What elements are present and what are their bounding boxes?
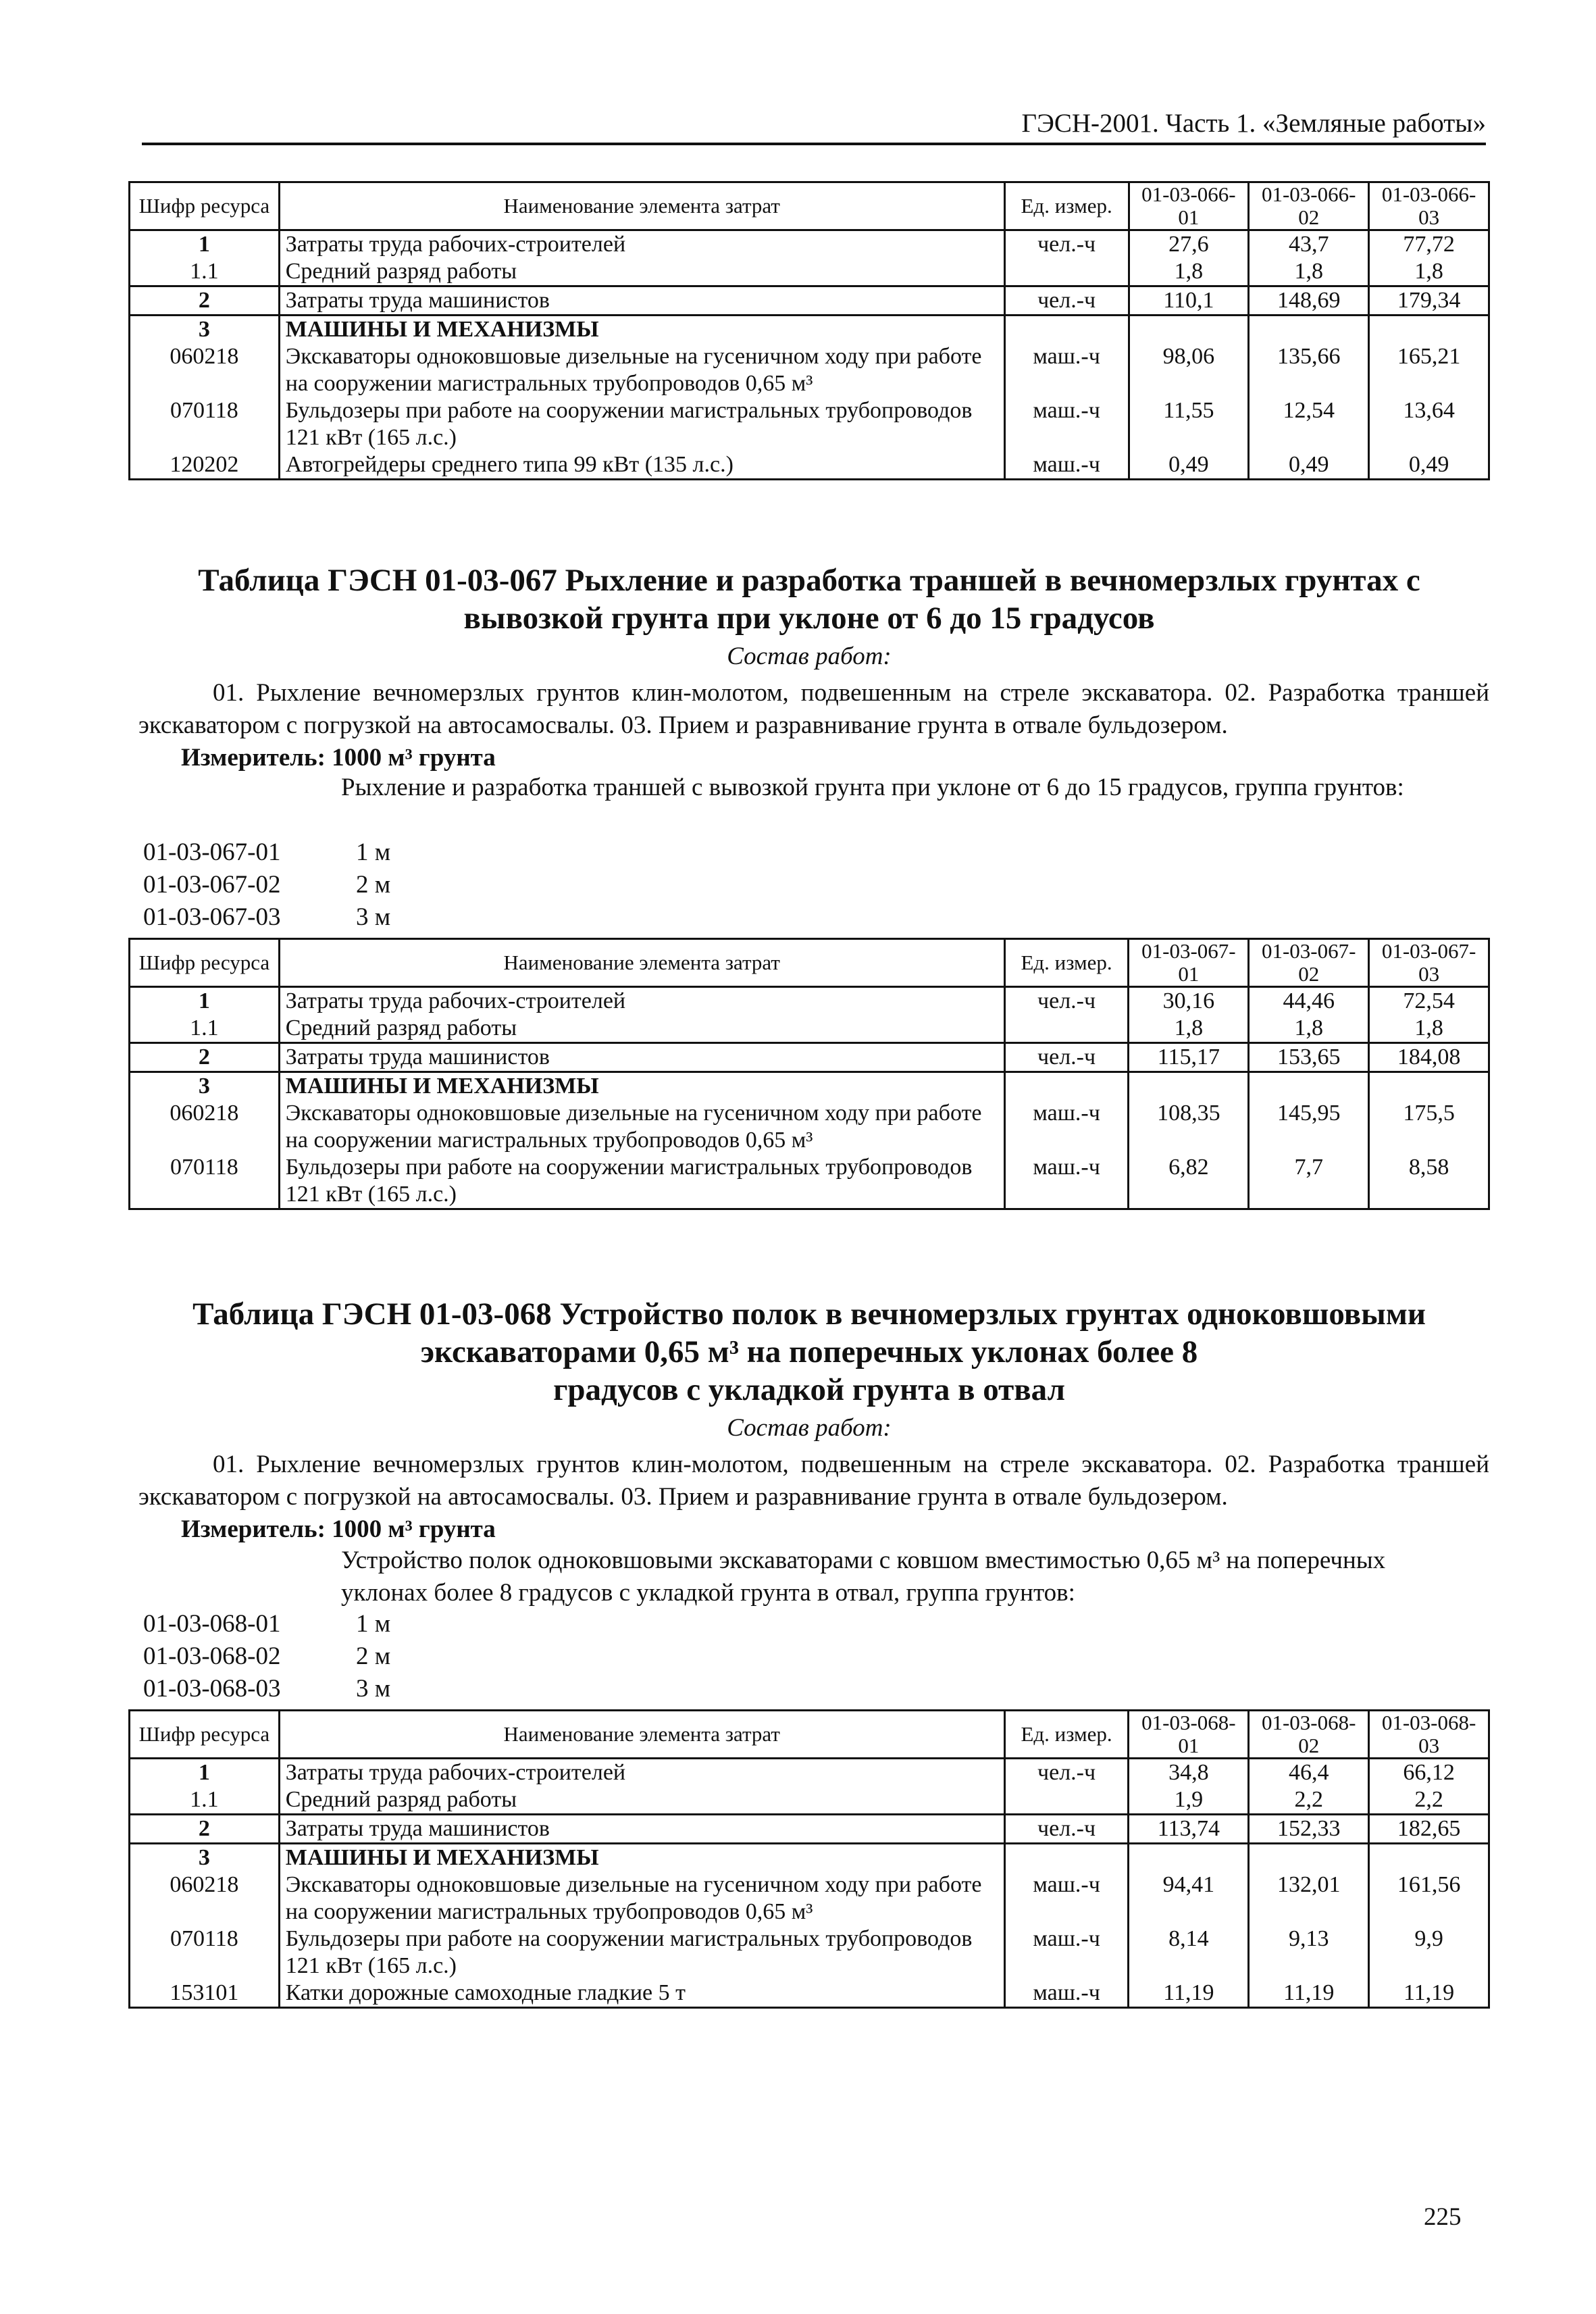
resource-unit: маш.-ч <box>1004 397 1129 451</box>
norm-value: 94,41 <box>1129 1871 1249 1926</box>
norm-value <box>1249 1072 1369 1101</box>
resource-unit: чел.-ч <box>1004 987 1129 1015</box>
resource-name: Затраты труда машинистов <box>279 286 1004 316</box>
resource-code: 060218 <box>130 1871 280 1926</box>
norm-value: 11,19 <box>1369 1980 1489 2008</box>
resource-unit: маш.-ч <box>1004 1926 1129 1980</box>
table-row <box>130 1980 1489 2008</box>
code-item: 01-03-067-02 2 м <box>143 871 391 899</box>
header-rate-code: 01-03-066-01 <box>1129 182 1249 230</box>
norm-value: 110,1 <box>1129 286 1249 316</box>
norm-value: 108,35 <box>1129 1100 1249 1154</box>
table-row <box>130 1072 1489 1101</box>
table-row <box>130 1100 1489 1154</box>
code-item: 01-03-068-01 1 м <box>143 1610 391 1638</box>
resource-code: 3 <box>130 1844 280 1872</box>
code-list-068 <box>143 1608 390 1705</box>
resource-code: 1 <box>130 1759 280 1787</box>
code-item: 01-03-068-03 3 м <box>143 1675 391 1703</box>
resource-unit: чел.-ч <box>1004 1043 1129 1072</box>
resource-name: Бульдозеры при работе на сооружении магистральных трубопроводов 121 кВт (165 л.с.) <box>279 397 1004 451</box>
resource-name: Средний разряд работы <box>279 1015 1004 1043</box>
norm-value <box>1129 1072 1249 1101</box>
norm-value: 9,9 <box>1369 1926 1489 1980</box>
resource-unit <box>1004 258 1129 286</box>
norm-value: 1,8 <box>1369 258 1489 286</box>
table-row <box>130 286 1489 316</box>
header-rate-code: 01-03-067-01 <box>1129 939 1249 987</box>
resource-code: 070118 <box>130 1154 280 1209</box>
header-rate-code: 01-03-068-01 <box>1129 1711 1249 1759</box>
norm-value: 6,82 <box>1129 1154 1249 1209</box>
page-number: 225 <box>1424 2203 1462 2231</box>
header-cipher: Шифр ресурса <box>130 939 280 987</box>
header-unit: Ед. измер. <box>1004 1711 1129 1759</box>
norm-value: 0,49 <box>1369 451 1489 480</box>
header-rate-code: 01-03-066-03 <box>1369 182 1489 230</box>
norm-value: 8,14 <box>1129 1926 1249 1980</box>
norm-value: 30,16 <box>1129 987 1249 1015</box>
resource-unit: маш.-ч <box>1004 343 1129 397</box>
table-row <box>130 1154 1489 1209</box>
resource-unit: маш.-ч <box>1004 1980 1129 2008</box>
norm-value: 46,4 <box>1249 1759 1369 1787</box>
table-row <box>130 1043 1489 1072</box>
resource-unit: чел.-ч <box>1004 230 1129 259</box>
table-row <box>130 1844 1489 1872</box>
resource-name: Бульдозеры при работе на сооружении магистральных трубопроводов 121 кВт (165 л.с.) <box>279 1926 1004 1980</box>
norm-value: 43,7 <box>1249 230 1369 259</box>
group-description-068: Устройство полок одноковшовыми экскаваторами с ковшом вместимостью 0,65 м³ на поперечных уклонах более 8 градусов с укладкой грунта в отвал, группа грунтов: <box>341 1546 1386 1607</box>
cost-table-067 <box>128 938 1490 1210</box>
resource-unit: чел.-ч <box>1004 1759 1129 1787</box>
composition-label-068: Состав работ: <box>727 1414 892 1442</box>
norm-value: 77,72 <box>1369 230 1489 259</box>
table-row <box>130 1926 1489 1980</box>
norm-value: 1,8 <box>1249 258 1369 286</box>
table-row <box>130 1815 1489 1844</box>
header-name: Наименование элемента затрат <box>279 1711 1004 1759</box>
norm-value: 27,6 <box>1129 230 1249 259</box>
norm-value: 179,34 <box>1369 286 1489 316</box>
norm-value: 135,66 <box>1249 343 1369 397</box>
norm-value: 161,56 <box>1369 1871 1489 1926</box>
norm-value: 115,17 <box>1129 1043 1249 1072</box>
norm-value: 148,69 <box>1249 286 1369 316</box>
table-067-title-line2: вывозкой грунта при уклоне от 6 до 15 градусов <box>463 601 1155 636</box>
group-description-067: Рыхление и разработка траншей с вывозкой грунта при уклоне от 6 до 15 градусов, группа грунтов: <box>341 774 1404 801</box>
norm-value: 12,54 <box>1249 397 1369 451</box>
resource-name: Затраты труда рабочих-строителей <box>279 1759 1004 1787</box>
norm-value: 9,13 <box>1249 1926 1369 1980</box>
code-item: 01-03-068-02 2 м <box>143 1642 391 1670</box>
norm-value: 165,21 <box>1369 343 1489 397</box>
code-item: 01-03-067-03 3 м <box>143 903 391 931</box>
resource-name: МАШИНЫ И МЕХАНИЗМЫ <box>279 316 1004 344</box>
resource-code: 1 <box>130 987 280 1015</box>
norm-value: 0,49 <box>1249 451 1369 480</box>
resource-name: Затраты труда рабочих-строителей <box>279 987 1004 1015</box>
resource-code: 153101 <box>130 1980 280 2008</box>
resource-name: Затраты труда машинистов <box>279 1815 1004 1844</box>
works-description-068: 01. Рыхление вечномерзлых грунтов клин-молотом, подвешенным на стреле экскаватора. 02. Разработка траншей экскаватором с погрузкой на автосамосвалы. 03. Прием и разравнивание грунта в отвале бульдозером. <box>138 1451 1489 1511</box>
resource-code: 070118 <box>130 1926 280 1980</box>
norm-value: 2,2 <box>1249 1786 1369 1815</box>
resource-unit: чел.-ч <box>1004 286 1129 316</box>
table-row <box>130 987 1489 1015</box>
norm-value: 175,5 <box>1369 1100 1489 1154</box>
table-row <box>130 343 1489 397</box>
works-description-067: 01. Рыхление вечномерзлых грунтов клин-молотом, подвешенным на стреле экскаватора. 02. Разработка траншей экскаватором с погрузкой на автосамосвалы. 03. Прием и разравнивание грунта в отвале бульдозером. <box>138 679 1489 739</box>
code-list-067 <box>143 836 390 934</box>
resource-name: Экскаваторы одноковшовые дизельные на гусеничном ходу при работе на сооружении магистральных трубопроводов 0,65 м³ <box>279 343 1004 397</box>
norm-value: 1,8 <box>1249 1015 1369 1043</box>
resource-code: 070118 <box>130 397 280 451</box>
norm-value: 1,9 <box>1129 1786 1249 1815</box>
norm-value: 34,8 <box>1129 1759 1249 1787</box>
header-rate-code: 01-03-068-03 <box>1369 1711 1489 1759</box>
resource-code: 1.1 <box>130 1015 280 1043</box>
header-rate-code: 01-03-067-02 <box>1249 939 1369 987</box>
header-unit: Ед. измер. <box>1004 939 1129 987</box>
resource-unit <box>1004 316 1129 344</box>
header-rate-code: 01-03-066-02 <box>1249 182 1369 230</box>
norm-value: 72,54 <box>1369 987 1489 1015</box>
header-rate-code: 01-03-067-03 <box>1369 939 1489 987</box>
table-row <box>130 451 1489 480</box>
resource-code: 120202 <box>130 451 280 480</box>
resource-name: Экскаваторы одноковшовые дизельные на гусеничном ходу при работе на сооружении магистральных трубопроводов 0,65 м³ <box>279 1871 1004 1926</box>
resource-name: МАШИНЫ И МЕХАНИЗМЫ <box>279 1844 1004 1872</box>
norm-value <box>1249 316 1369 344</box>
header-cipher: Шифр ресурса <box>130 182 280 230</box>
resource-unit: маш.-ч <box>1004 451 1129 480</box>
resource-name: Бульдозеры при работе на сооружении магистральных трубопроводов 121 кВт (165 л.с.) <box>279 1154 1004 1209</box>
cost-table-066 <box>128 181 1490 480</box>
norm-value: 13,64 <box>1369 397 1489 451</box>
norm-value <box>1369 1072 1489 1101</box>
norm-value: 66,12 <box>1369 1759 1489 1787</box>
table-row <box>130 316 1489 344</box>
resource-name: Средний разряд работы <box>279 1786 1004 1815</box>
norm-value <box>1129 1844 1249 1872</box>
resource-name: Затраты труда рабочих-строителей <box>279 230 1004 259</box>
table-row <box>130 1015 1489 1043</box>
header-row <box>130 939 1489 987</box>
norm-value: 1,8 <box>1129 1015 1249 1043</box>
norm-value: 132,01 <box>1249 1871 1369 1926</box>
norm-value: 11,19 <box>1249 1980 1369 2008</box>
header-name: Наименование элемента затрат <box>279 182 1004 230</box>
resource-code: 2 <box>130 286 280 316</box>
norm-value: 11,19 <box>1129 1980 1249 2008</box>
resource-name: Автогрейдеры среднего типа 99 кВт (135 л.с.) <box>279 451 1004 480</box>
resource-name: Экскаваторы одноковшовые дизельные на гусеничном ходу при работе на сооружении магистральных трубопроводов 0,65 м³ <box>279 1100 1004 1154</box>
table-068-title-line2: экскаваторами 0,65 м³ на поперечных уклонах более 8 <box>420 1334 1198 1369</box>
header-cipher: Шифр ресурса <box>130 1711 280 1759</box>
norm-value: 44,46 <box>1249 987 1369 1015</box>
norm-value: 11,55 <box>1129 397 1249 451</box>
norm-value <box>1369 1844 1489 1872</box>
resource-name: МАШИНЫ И МЕХАНИЗМЫ <box>279 1072 1004 1101</box>
resource-unit: маш.-ч <box>1004 1100 1129 1154</box>
measure-unit-068: Измеритель: 1000 м³ грунта <box>181 1515 496 1543</box>
norm-value: 1,8 <box>1369 1015 1489 1043</box>
header-row <box>130 182 1489 230</box>
header-unit: Ед. измер. <box>1004 182 1129 230</box>
header-row <box>130 1711 1489 1759</box>
resource-name: Затраты труда машинистов <box>279 1043 1004 1072</box>
header-name: Наименование элемента затрат <box>279 939 1004 987</box>
resource-code: 3 <box>130 316 280 344</box>
resource-unit <box>1004 1844 1129 1872</box>
table-row <box>130 1786 1489 1815</box>
resource-unit <box>1004 1015 1129 1043</box>
norm-value: 153,65 <box>1249 1043 1369 1072</box>
table-068-title-line3: градусов с укладкой грунта в отвал <box>553 1372 1065 1407</box>
resource-name: Катки дорожные самоходные гладкие 5 т <box>279 1980 1004 2008</box>
norm-value: 184,08 <box>1369 1043 1489 1072</box>
resource-unit: маш.-ч <box>1004 1154 1129 1209</box>
norm-value <box>1249 1844 1369 1872</box>
composition-label-067: Состав работ: <box>727 643 892 670</box>
resource-unit: чел.-ч <box>1004 1815 1129 1844</box>
table-row <box>130 230 1489 259</box>
norm-value <box>1129 316 1249 344</box>
norm-value: 8,58 <box>1369 1154 1489 1209</box>
resource-code: 3 <box>130 1072 280 1101</box>
code-item: 01-03-067-01 1 м <box>143 838 391 866</box>
resource-name: Средний разряд работы <box>279 258 1004 286</box>
header-rate-code: 01-03-068-02 <box>1249 1711 1369 1759</box>
resource-code: 1.1 <box>130 258 280 286</box>
norm-value: 145,95 <box>1249 1100 1369 1154</box>
norm-value: 182,65 <box>1369 1815 1489 1844</box>
cost-table-068 <box>128 1709 1490 2009</box>
table-row <box>130 1759 1489 1787</box>
resource-code: 2 <box>130 1043 280 1072</box>
resource-unit <box>1004 1786 1129 1815</box>
measure-unit-067: Измеритель: 1000 м³ грунта <box>181 744 496 772</box>
running-header: ГЭСН-2001. Часть 1. «Земляные работы» <box>142 108 1486 145</box>
norm-value: 98,06 <box>1129 343 1249 397</box>
table-row <box>130 1871 1489 1926</box>
resource-code: 1.1 <box>130 1786 280 1815</box>
norm-value: 113,74 <box>1129 1815 1249 1844</box>
table-row <box>130 258 1489 286</box>
resource-code: 1 <box>130 230 280 259</box>
resource-unit: маш.-ч <box>1004 1871 1129 1926</box>
resource-code: 060218 <box>130 1100 280 1154</box>
resource-code: 2 <box>130 1815 280 1844</box>
norm-value: 2,2 <box>1369 1786 1489 1815</box>
norm-value: 0,49 <box>1129 451 1249 480</box>
norm-value <box>1369 316 1489 344</box>
norm-value: 1,8 <box>1129 258 1249 286</box>
table-067-title-line1: Таблица ГЭСН 01-03-067 Рыхление и разработка траншей в вечномерзлых грунтах с <box>198 563 1420 598</box>
resource-code: 060218 <box>130 343 280 397</box>
table-row <box>130 397 1489 451</box>
resource-unit <box>1004 1072 1129 1101</box>
norm-value: 152,33 <box>1249 1815 1369 1844</box>
table-068-title-line1: Таблица ГЭСН 01-03-068 Устройство полок в вечномерзлых грунтах одноковшовыми <box>192 1297 1426 1332</box>
norm-value: 7,7 <box>1249 1154 1369 1209</box>
